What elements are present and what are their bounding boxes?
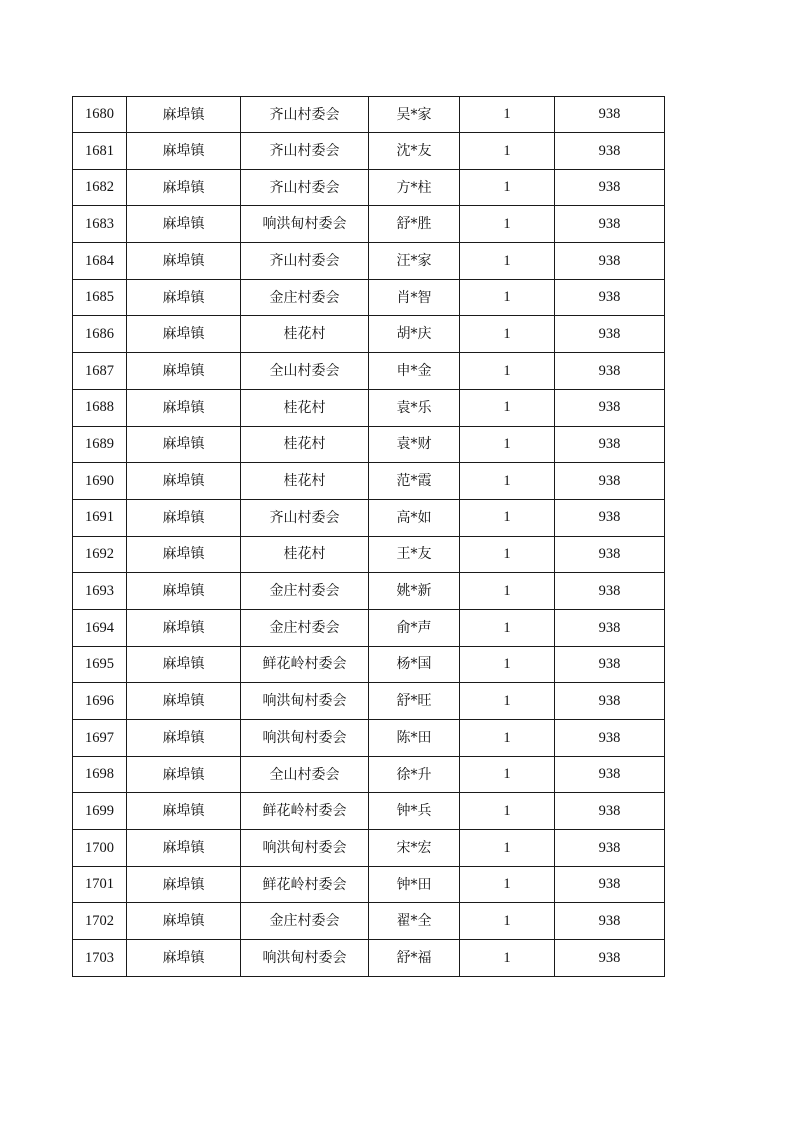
town-cell: 麻埠镇	[127, 243, 241, 280]
town-cell: 麻埠镇	[127, 720, 241, 757]
amount-cell: 938	[555, 499, 665, 536]
village-cell: 齐山村委会	[241, 499, 369, 536]
person-name-cell: 沈*友	[369, 133, 460, 170]
table-row	[73, 940, 665, 977]
amount-cell: 938	[555, 609, 665, 646]
amount-cell: 938	[555, 169, 665, 206]
table-row	[73, 866, 665, 903]
town-cell: 麻埠镇	[127, 426, 241, 463]
town-cell: 麻埠镇	[127, 169, 241, 206]
row-number-cell: 1699	[73, 793, 127, 830]
table-row	[73, 756, 665, 793]
amount-cell: 938	[555, 206, 665, 243]
person-name-cell: 舒*旺	[369, 683, 460, 720]
table-row	[73, 463, 665, 500]
person-name-cell: 吴*家	[369, 97, 460, 133]
town-cell: 麻埠镇	[127, 353, 241, 390]
person-name-cell: 方*柱	[369, 169, 460, 206]
person-name-cell: 袁*财	[369, 426, 460, 463]
town-cell: 麻埠镇	[127, 463, 241, 500]
town-cell: 麻埠镇	[127, 97, 241, 133]
row-number-cell: 1696	[73, 683, 127, 720]
row-number-cell: 1700	[73, 830, 127, 867]
town-cell: 麻埠镇	[127, 830, 241, 867]
town-cell: 麻埠镇	[127, 756, 241, 793]
village-cell: 齐山村委会	[241, 97, 369, 133]
count-cell: 1	[460, 940, 555, 977]
amount-cell: 938	[555, 243, 665, 280]
table-row	[73, 903, 665, 940]
table-row	[73, 97, 665, 133]
table-row	[73, 830, 665, 867]
row-number-cell: 1702	[73, 903, 127, 940]
count-cell: 1	[460, 646, 555, 683]
table-row	[73, 389, 665, 426]
village-cell: 金庄村委会	[241, 903, 369, 940]
town-cell: 麻埠镇	[127, 133, 241, 170]
table-row	[73, 206, 665, 243]
village-cell: 响洪甸村委会	[241, 720, 369, 757]
town-cell: 麻埠镇	[127, 316, 241, 353]
person-name-cell: 高*如	[369, 499, 460, 536]
count-cell: 1	[460, 793, 555, 830]
table-row	[73, 499, 665, 536]
count-cell: 1	[460, 206, 555, 243]
row-number-cell: 1697	[73, 720, 127, 757]
row-number-cell: 1701	[73, 866, 127, 903]
count-cell: 1	[460, 683, 555, 720]
table-row	[73, 316, 665, 353]
village-cell: 金庄村委会	[241, 573, 369, 610]
table-row	[73, 646, 665, 683]
village-cell: 齐山村委会	[241, 133, 369, 170]
table-row	[73, 720, 665, 757]
row-number-cell: 1680	[73, 97, 127, 133]
count-cell: 1	[460, 133, 555, 170]
village-cell: 响洪甸村委会	[241, 683, 369, 720]
count-cell: 1	[460, 536, 555, 573]
village-cell: 桂花村	[241, 536, 369, 573]
table-row	[73, 683, 665, 720]
amount-cell: 938	[555, 316, 665, 353]
count-cell: 1	[460, 169, 555, 206]
village-cell: 齐山村委会	[241, 243, 369, 280]
row-number-cell: 1693	[73, 573, 127, 610]
village-cell: 桂花村	[241, 426, 369, 463]
table-row	[73, 793, 665, 830]
town-cell: 麻埠镇	[127, 793, 241, 830]
person-name-cell: 范*霞	[369, 463, 460, 500]
person-name-cell: 舒*胜	[369, 206, 460, 243]
row-number-cell: 1703	[73, 940, 127, 977]
amount-cell: 938	[555, 903, 665, 940]
village-cell: 响洪甸村委会	[241, 940, 369, 977]
count-cell: 1	[460, 97, 555, 133]
row-number-cell: 1690	[73, 463, 127, 500]
row-number-cell: 1682	[73, 169, 127, 206]
count-cell: 1	[460, 499, 555, 536]
person-name-cell: 舒*福	[369, 940, 460, 977]
person-name-cell: 宋*宏	[369, 830, 460, 867]
village-cell: 鲜花岭村委会	[241, 793, 369, 830]
count-cell: 1	[460, 830, 555, 867]
row-number-cell: 1698	[73, 756, 127, 793]
amount-cell: 938	[555, 133, 665, 170]
count-cell: 1	[460, 389, 555, 426]
village-cell: 全山村委会	[241, 756, 369, 793]
person-name-cell: 徐*升	[369, 756, 460, 793]
town-cell: 麻埠镇	[127, 573, 241, 610]
town-cell: 麻埠镇	[127, 499, 241, 536]
person-name-cell: 袁*乐	[369, 389, 460, 426]
amount-cell: 938	[555, 830, 665, 867]
table-row	[73, 536, 665, 573]
town-cell: 麻埠镇	[127, 866, 241, 903]
row-number-cell: 1691	[73, 499, 127, 536]
person-name-cell: 陈*田	[369, 720, 460, 757]
amount-cell: 938	[555, 389, 665, 426]
amount-cell: 938	[555, 279, 665, 316]
row-number-cell: 1687	[73, 353, 127, 390]
count-cell: 1	[460, 316, 555, 353]
records-table-body	[73, 97, 665, 977]
person-name-cell: 翟*全	[369, 903, 460, 940]
village-cell: 金庄村委会	[241, 279, 369, 316]
row-number-cell: 1694	[73, 609, 127, 646]
table-row	[73, 279, 665, 316]
town-cell: 麻埠镇	[127, 389, 241, 426]
row-number-cell: 1686	[73, 316, 127, 353]
row-number-cell: 1683	[73, 206, 127, 243]
amount-cell: 938	[555, 97, 665, 133]
count-cell: 1	[460, 609, 555, 646]
row-number-cell: 1695	[73, 646, 127, 683]
person-name-cell: 胡*庆	[369, 316, 460, 353]
table-row	[73, 426, 665, 463]
amount-cell: 938	[555, 463, 665, 500]
count-cell: 1	[460, 756, 555, 793]
town-cell: 麻埠镇	[127, 609, 241, 646]
count-cell: 1	[460, 866, 555, 903]
row-number-cell: 1689	[73, 426, 127, 463]
count-cell: 1	[460, 573, 555, 610]
row-number-cell: 1688	[73, 389, 127, 426]
records-table	[72, 96, 665, 977]
town-cell: 麻埠镇	[127, 940, 241, 977]
person-name-cell: 钟*兵	[369, 793, 460, 830]
amount-cell: 938	[555, 536, 665, 573]
amount-cell: 938	[555, 720, 665, 757]
row-number-cell: 1685	[73, 279, 127, 316]
amount-cell: 938	[555, 940, 665, 977]
village-cell: 响洪甸村委会	[241, 206, 369, 243]
town-cell: 麻埠镇	[127, 683, 241, 720]
person-name-cell: 肖*智	[369, 279, 460, 316]
village-cell: 桂花村	[241, 463, 369, 500]
count-cell: 1	[460, 279, 555, 316]
person-name-cell: 俞*声	[369, 609, 460, 646]
town-cell: 麻埠镇	[127, 206, 241, 243]
table-row	[73, 353, 665, 390]
person-name-cell: 申*金	[369, 353, 460, 390]
count-cell: 1	[460, 243, 555, 280]
count-cell: 1	[460, 426, 555, 463]
town-cell: 麻埠镇	[127, 536, 241, 573]
table-row	[73, 573, 665, 610]
person-name-cell: 姚*新	[369, 573, 460, 610]
table-row	[73, 243, 665, 280]
person-name-cell: 杨*国	[369, 646, 460, 683]
table-row	[73, 609, 665, 646]
village-cell: 鲜花岭村委会	[241, 646, 369, 683]
amount-cell: 938	[555, 646, 665, 683]
count-cell: 1	[460, 720, 555, 757]
town-cell: 麻埠镇	[127, 903, 241, 940]
village-cell: 齐山村委会	[241, 169, 369, 206]
amount-cell: 938	[555, 683, 665, 720]
village-cell: 鲜花岭村委会	[241, 866, 369, 903]
village-cell: 全山村委会	[241, 353, 369, 390]
table-row	[73, 169, 665, 206]
village-cell: 金庄村委会	[241, 609, 369, 646]
amount-cell: 938	[555, 573, 665, 610]
town-cell: 麻埠镇	[127, 279, 241, 316]
person-name-cell: 钟*田	[369, 866, 460, 903]
village-cell: 桂花村	[241, 389, 369, 426]
count-cell: 1	[460, 463, 555, 500]
table-row	[73, 133, 665, 170]
amount-cell: 938	[555, 426, 665, 463]
town-cell: 麻埠镇	[127, 646, 241, 683]
amount-cell: 938	[555, 353, 665, 390]
row-number-cell: 1692	[73, 536, 127, 573]
person-name-cell: 汪*家	[369, 243, 460, 280]
row-number-cell: 1681	[73, 133, 127, 170]
amount-cell: 938	[555, 866, 665, 903]
amount-cell: 938	[555, 793, 665, 830]
amount-cell: 938	[555, 756, 665, 793]
village-cell: 响洪甸村委会	[241, 830, 369, 867]
count-cell: 1	[460, 903, 555, 940]
village-cell: 桂花村	[241, 316, 369, 353]
count-cell: 1	[460, 353, 555, 390]
person-name-cell: 王*友	[369, 536, 460, 573]
row-number-cell: 1684	[73, 243, 127, 280]
